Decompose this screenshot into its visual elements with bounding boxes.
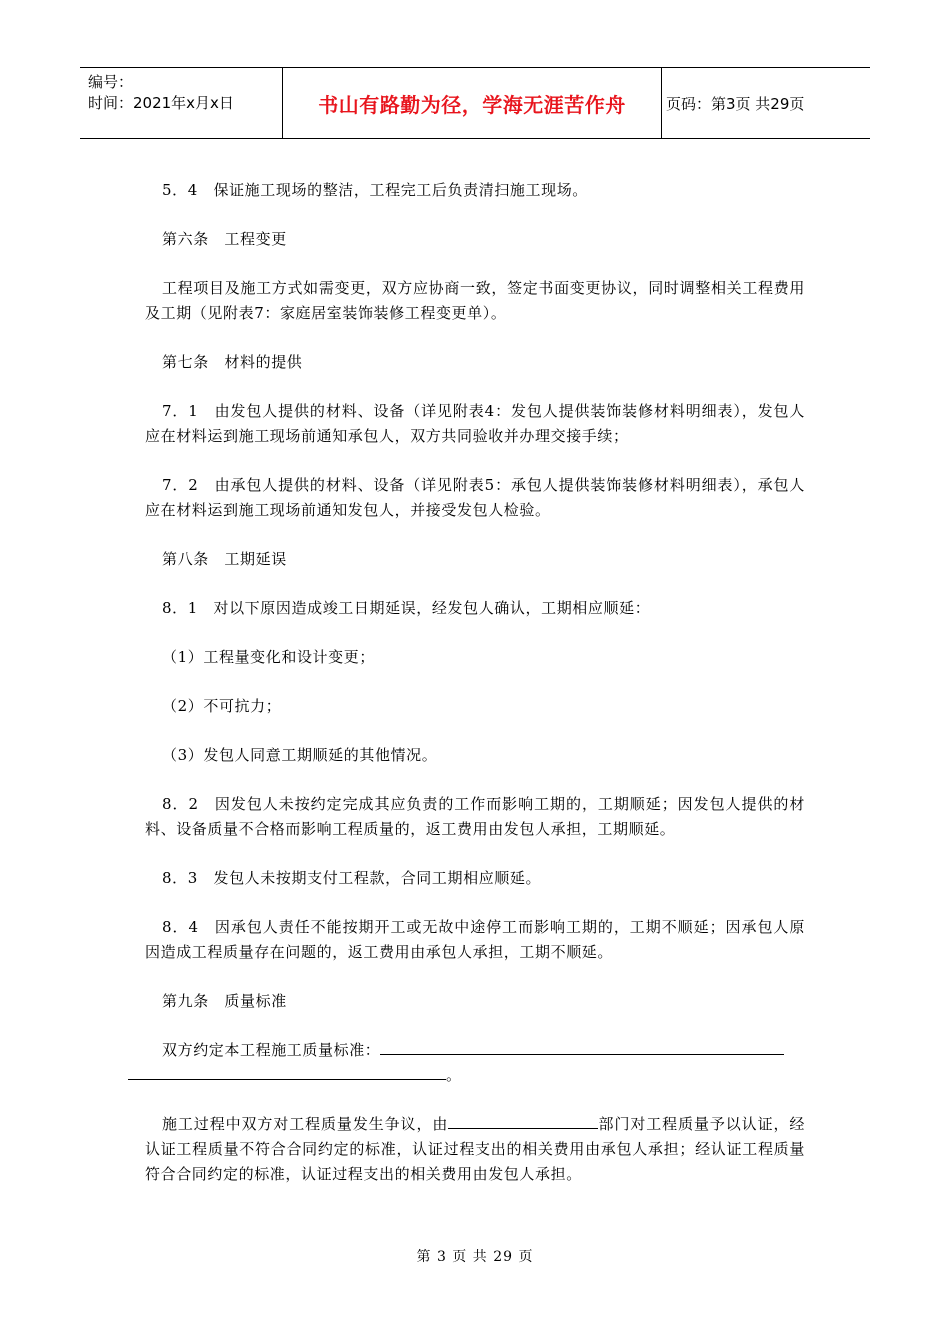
header-slogan: 书山有路勤为径，学海无涯苦作舟: [282, 68, 662, 138]
clause-7-2: 7．2 由承包人提供的材料、设备（详见附表5：承包人提供装饰装修材料明细表），承包人应在材料运到施工现场前通知发包人，并接受发包人检验。: [145, 476, 805, 519]
quality-standard-paragraph: [145, 1038, 805, 1088]
clause-8-1-item-1: （1）工程量变化和设计变更；: [162, 648, 375, 666]
certification-department-blank[interactable]: [448, 1113, 598, 1129]
document-number-label: 编号：: [88, 73, 134, 91]
article-8-heading: 第八条 工期延误: [162, 550, 287, 568]
document-date-label: 时间：2021年x月x日: [88, 94, 234, 112]
clause-8-2: 8．2 因发包人未按约定完成其应负责的工作而影响工期的，工期顺延；因发包人提供的材料、设备质量不合格而影响工程质量的，返工费用由发包人承担，工期顺延。: [145, 795, 805, 838]
page-header: [80, 67, 870, 139]
article-6-text: 工程项目及施工方式如需变更，双方应协商一致，签定书面变更协议，同时调整相关工程费用及工期（见附表7：家庭居室装饰装修工程变更单）。: [145, 279, 805, 322]
quality-standard-label: 双方约定本工程施工质量标准：: [162, 1041, 381, 1059]
header-meta: [88, 72, 283, 114]
quality-dispute-rest: 部门对工程质量予以认证，经认证工程质量不符合合同约定的标准，认证过程支出的相关费用由承包人承担；经认证工程质量符合合同约定的标准，认证过程支出的相关费用由发包人承担。: [145, 1115, 805, 1183]
article-6-heading: 第六条 工程变更: [162, 230, 287, 248]
article-7-heading: 第七条 材料的提供: [162, 353, 303, 371]
quality-standard-blank-2[interactable]: [128, 1064, 446, 1080]
quality-dispute-lead: 施工过程中双方对工程质量发生争议，由: [162, 1115, 449, 1133]
clause-7-1: 7．1 由发包人提供的材料、设备（详见附表4：发包人提供装饰装修材料明细表），发包人应在材料运到施工现场前通知承包人，双方共同验收并办理交接手续；: [145, 402, 805, 445]
contract-body: [145, 178, 805, 1187]
clause-8-1: 8．1 对以下原因造成竣工日期延误，经发包人确认，工期相应顺延：: [162, 599, 651, 617]
quality-dispute-paragraph: [145, 1112, 805, 1187]
clause-8-1-item-2: （2）不可抗力；: [162, 697, 282, 715]
clause-8-3: 8．3 发包人未按期支付工程款，合同工期相应顺延。: [162, 869, 542, 887]
page-footer: 第 3 页 共 29 页: [416, 1249, 534, 1265]
clause-8-1-item-3: （3）发包人同意工期顺延的其他情况。: [162, 746, 438, 764]
article-9-heading: 第九条 质量标准: [162, 992, 287, 1010]
clause-8-4: 8．4 因承包人责任不能按期开工或无故中途停工而影响工期的，工期不顺延；因承包人原因造成工程质量存在问题的，返工费用由承包人承担，工期不顺延。: [145, 918, 805, 961]
quality-standard-blank-1[interactable]: [380, 1039, 784, 1055]
header-page-info: 页码：第3页 共29页: [666, 95, 805, 113]
quality-standard-end: 。: [446, 1066, 462, 1084]
clause-5-4: 5．4 保证施工现场的整洁，工程完工后负责清扫施工现场。: [162, 181, 588, 199]
